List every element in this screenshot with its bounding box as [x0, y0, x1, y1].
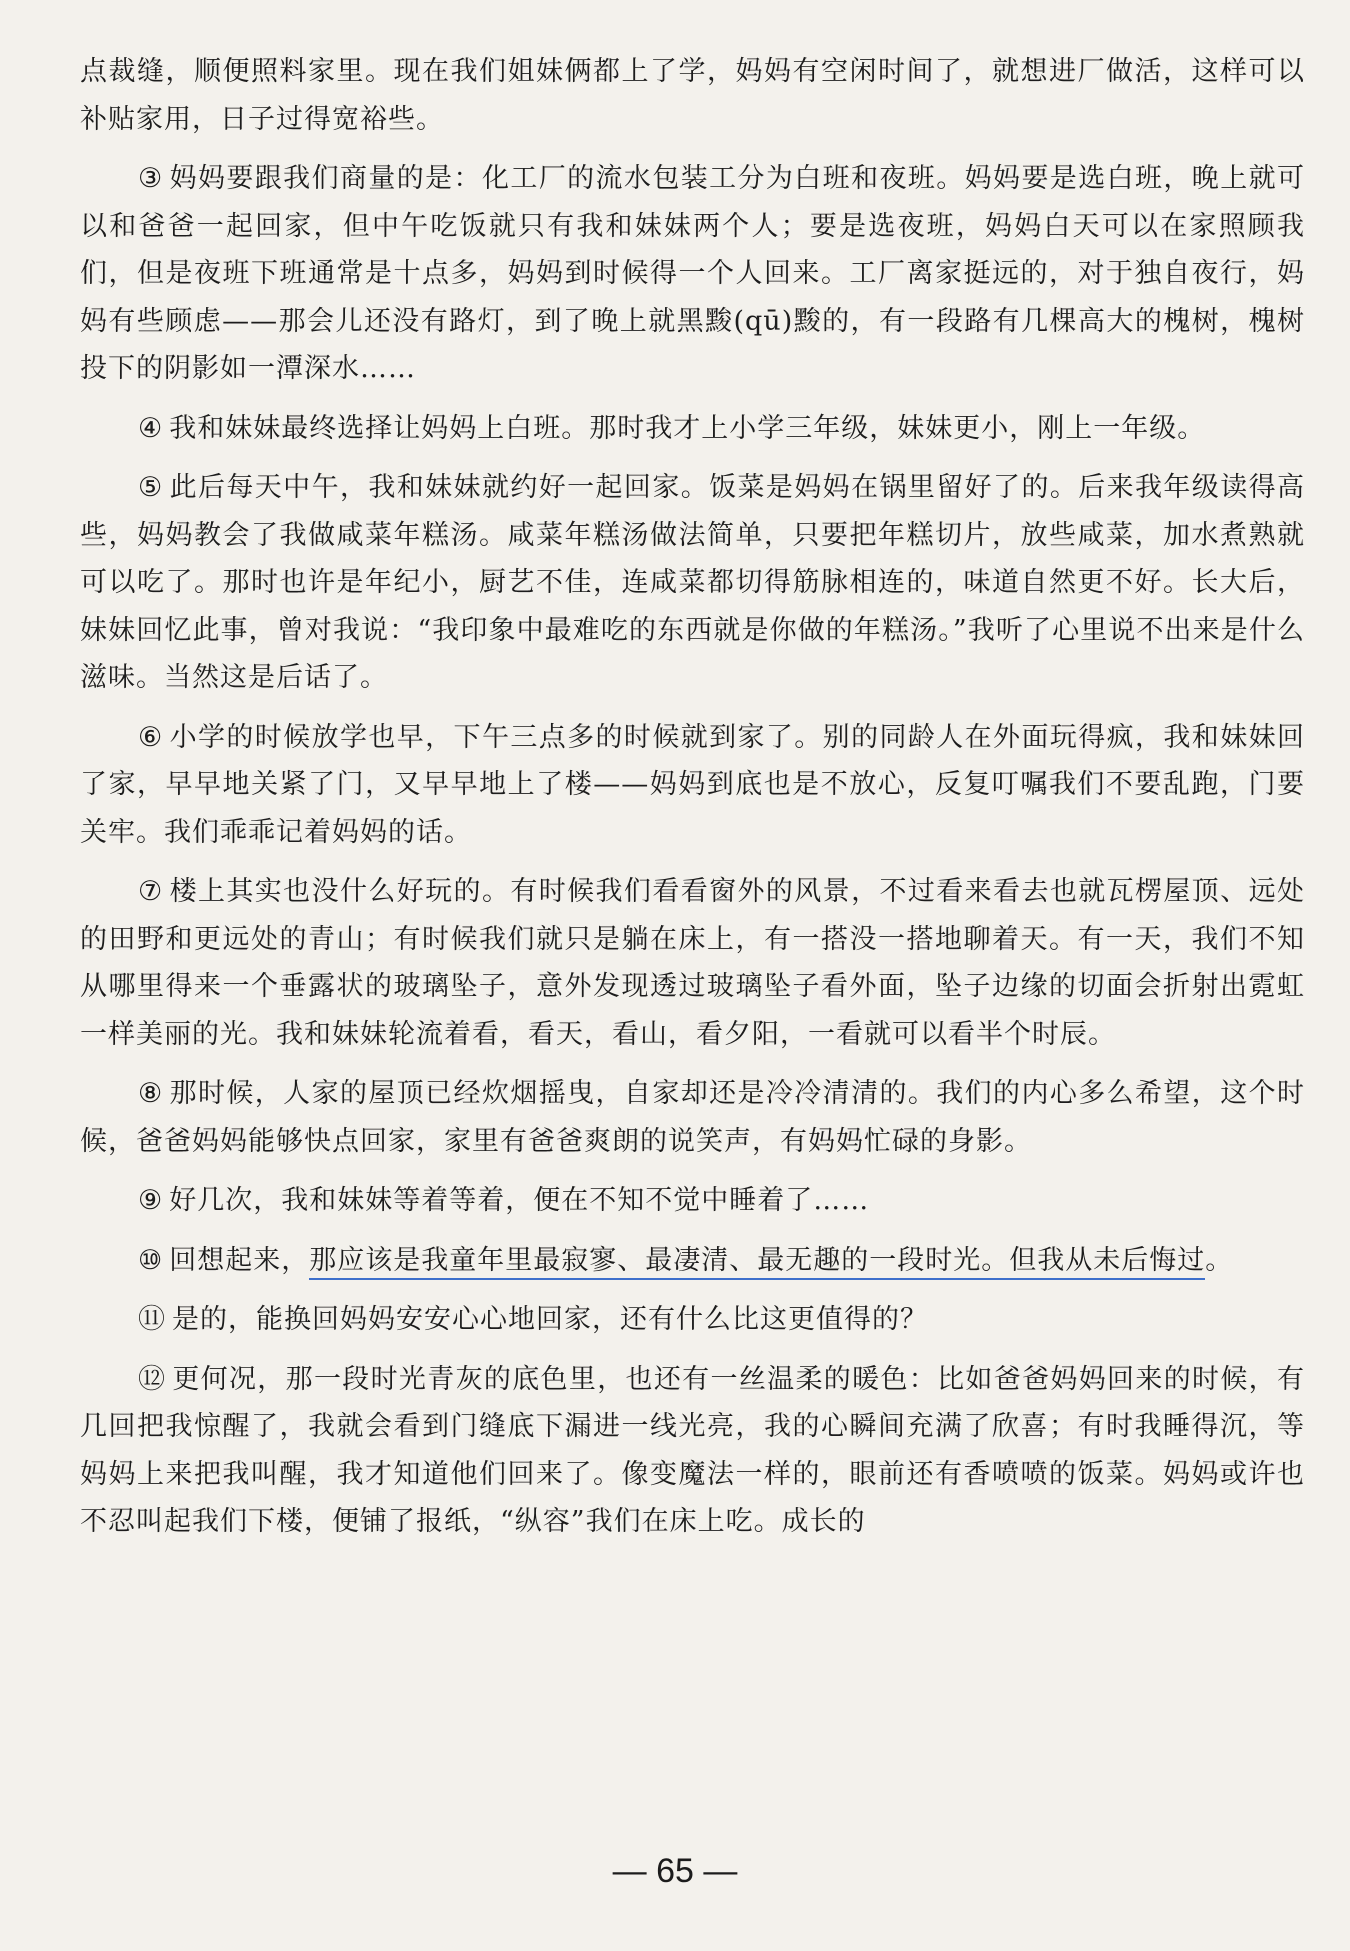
paragraph-number: ⑪: [138, 1304, 166, 1335]
paragraph-11: [80, 1296, 1305, 1344]
paragraph-text: 妈妈要跟我们商量的是：化工厂的流水包装工分为白班和夜班。妈妈要是选白班，晚上就可以和爸爸一起回家，但中午吃饭就只有我和妹妹两个人；要是选夜班，妈妈白天可以在家照顾我们，但是夜班下班通常是十点多，妈妈到时候得一个人回来。工厂离家挺远的，对于独自夜行，妈妈有些顾虑——那会儿还没有路灯，到了晚上就黑黢(qū)黢的，有一段路有几棵高大的槐树，槐树投下的阴影如一潭深水……: [80, 163, 1305, 384]
paragraph-text: 更何况，那一段时光青灰的底色里，也还有一丝温柔的暖色：比如爸爸妈妈回来的时候，有几回把我惊醒了，我就会看到门缝底下漏进一线光亮，我的心瞬间充满了欣喜；有时我睡得沉，等妈妈上来把我叫醒，我才知道他们回来了。像变魔法一样的，眼前还有香喷喷的饭菜。妈妈或许也不忍叫起我们下楼，便铺了报纸，“纵容”我们在床上吃。成长的: [80, 1363, 1306, 1537]
paragraph-text: 是的，能换回妈妈安安心心地回家，还有什么比这更值得的？: [172, 1304, 928, 1335]
paragraph-12: [80, 1356, 1305, 1546]
paragraph-number: ③: [138, 163, 164, 194]
paragraph-number: ⑨: [138, 1185, 164, 1216]
paragraph-text: 那时候，人家的屋顶已经炊烟摇曳，自家却还是冷冷清清的。我们的内心多么希望，这个时候，爸爸妈妈能够快点回家，家里有爸爸爽朗的说笑声，有妈妈忙碌的身影。: [80, 1078, 1305, 1157]
paragraph-number: ⑧: [138, 1078, 164, 1109]
underlined-sentence: 那应该是我童年里最寂寥、最凄清、最无趣的一段时光。但我从未后悔过: [309, 1245, 1205, 1280]
paragraph-number: ⑤: [138, 472, 164, 503]
paragraph-text: 好几次，我和妹妹等着等着，便在不知不觉中睡着了……: [169, 1185, 870, 1216]
paragraph-4: [80, 405, 1305, 453]
paragraph-3: [80, 155, 1305, 393]
paragraph-text-lead: 回想起来，: [169, 1244, 310, 1276]
paragraph-number: ⑩: [138, 1244, 164, 1276]
paragraph-7: [80, 868, 1305, 1058]
paragraph-number: ⑦: [138, 876, 164, 907]
paragraph-2-continued: [80, 48, 1305, 143]
paragraph-6: [80, 714, 1305, 857]
paragraph-number: ④: [138, 412, 164, 444]
paragraph-10: [80, 1237, 1305, 1285]
paragraph-text: 我和妹妹最终选择让妈妈上白班。那时我才上小学三年级，妹妹更小，刚上一年级。: [169, 412, 1206, 444]
paragraph-8: [80, 1070, 1305, 1165]
article-body: [80, 48, 1305, 1558]
paragraph-5: [80, 464, 1305, 702]
paragraph-text: 小学的时候放学也早，下午三点多的时候就到家了。别的同龄人在外面玩得疯，我和妹妹回了家，早早地关紧了门，又早早地上了楼——妈妈到底也是不放心，反复叮嘱我们不要乱跑，门要关牢。我们乖乖记着妈妈的话。: [80, 721, 1305, 848]
paragraph-text-tail: 。: [1205, 1244, 1234, 1276]
paragraph-text: 点裁缝，顺便照料家里。现在我们姐妹俩都上了学，妈妈有空闲时间了，就想进厂做活，这样可以补贴家用，日子过得宽裕些。: [80, 56, 1305, 135]
paragraph-text: 楼上其实也没什么好玩的。有时候我们看看窗外的风景，不过看来看去也就瓦楞屋顶、远处的田野和更远处的青山；有时候我们就只是躺在床上，有一搭没一搭地聊着天。有一天，我们不知从哪里得来一个垂露状的玻璃坠子，意外发现透过玻璃坠子看外面，坠子边缘的切面会折射出霓虹一样美丽的光。我和妹妹轮流着看，看天，看山，看夕阳，一看就可以看半个时辰。: [80, 876, 1305, 1050]
paragraph-number: ⑥: [138, 721, 164, 753]
paragraph-9: [80, 1177, 1305, 1225]
paragraph-number: ⑫: [138, 1363, 167, 1395]
paragraph-text: 此后每天中午，我和妹妹就约好一起回家。饭菜是妈妈在锅里留好了的。后来我年级读得高些，妈妈教会了我做咸菜年糕汤。咸菜年糕汤做法简单，只要把年糕切片，放些咸菜，加水煮熟就可以吃了。那时也许是年纪小，厨艺不佳，连咸菜都切得筋脉相连的，味道自然更不好。长大后，妹妹回忆此事，曾对我说：“我印象中最难吃的东西就是你做的年糕汤。”我听了心里说不出来是什么滋味。当然这是后话了。: [80, 472, 1305, 693]
page-number: — 65 —: [612, 1852, 738, 1890]
